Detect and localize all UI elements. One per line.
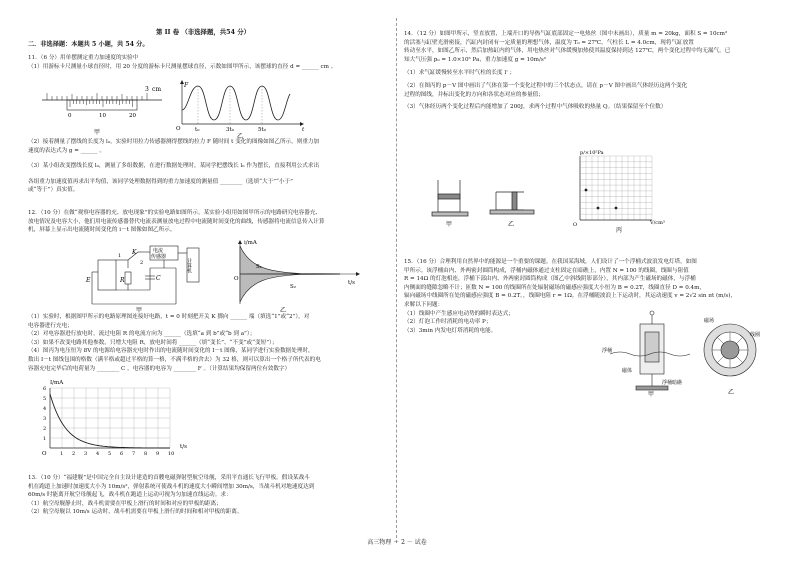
q15-line: R = 14Ω 的灯泡相连，浮桶下部由内、外两密封圆筒构成（图乙中斜线阴影部分），其内部为产生磁场的磁体，与浮桶 bbox=[404, 276, 696, 283]
state-point bbox=[615, 207, 618, 210]
area-S2: S₂ bbox=[290, 284, 296, 290]
q11-figure bbox=[42, 80, 312, 138]
axis-p: p/×10⁵Pa bbox=[580, 150, 604, 156]
origin-O: O bbox=[42, 451, 47, 457]
x-tick-label: 6 bbox=[120, 451, 124, 457]
q11-line: 11．（6 分）用单摆测定重力加速度的实验中 bbox=[28, 55, 139, 61]
buoy-cross-section bbox=[704, 324, 756, 376]
part-title: 第 II 卷 （非选择题，共54 分） bbox=[155, 28, 251, 36]
axis-V: V/cm³ bbox=[650, 220, 665, 226]
label-buoy: 浮桶 bbox=[602, 348, 613, 354]
tick-3t0: 3t₀ bbox=[226, 127, 234, 133]
y-tick-label: 5 bbox=[43, 396, 47, 402]
caliper-cm-number: 3 bbox=[145, 86, 149, 93]
label-magnet: 磁体 bbox=[622, 368, 633, 374]
question-11-continued bbox=[28, 138, 384, 195]
x-tick-label: 7 bbox=[132, 451, 136, 457]
q14-line: （3）气体经历两个变化过程后内能增加了 200J，求两个过程中气体吸收的热量 Q。（结果保留至个位数） bbox=[404, 104, 667, 111]
fig-bing-label: 丙 bbox=[616, 227, 623, 234]
origin-O: O bbox=[234, 276, 239, 282]
x-tick-label: 2 bbox=[72, 451, 76, 457]
caliper-cm-unit: cm bbox=[152, 86, 162, 93]
section-heading: 二．非选择题：本题共 5 小题，共 54 分。 bbox=[28, 41, 149, 48]
label-coil: 线圈 bbox=[750, 332, 761, 338]
q15-figure bbox=[600, 310, 772, 396]
q15-line: 甲所示。该浮桶由内、外两密封圆筒构成，浮桶内磁体通过支柱固定在暗礁上，内置 N = 100 的线圈，线圈与阻值 bbox=[404, 267, 689, 274]
cylinder-vertical bbox=[432, 180, 468, 216]
x-tick-label: 8 bbox=[144, 451, 148, 457]
label-E: E bbox=[86, 277, 91, 284]
q14-figure bbox=[430, 150, 760, 232]
vernier-10: 10 bbox=[99, 113, 106, 119]
column-divider bbox=[396, 18, 397, 543]
fig-jia-label: 甲 bbox=[136, 307, 143, 314]
q11-line: （1）用游标卡尺测量小球直径时，用 20 分度的游标卡尺测量摆球直径，示数如图甲所示，该摆球的直径 d = ______ cm 。 bbox=[28, 63, 337, 70]
x-tick-label: 4 bbox=[96, 451, 100, 457]
computer-label: 计算机 bbox=[186, 258, 192, 273]
question-14 bbox=[404, 30, 776, 112]
label-R: R bbox=[120, 277, 125, 284]
tick-5t0: 5t₀ bbox=[258, 127, 266, 133]
q12-line: 电容器进行充电； bbox=[28, 322, 73, 329]
fig-jia-label: 甲 bbox=[648, 391, 655, 398]
question-12 bbox=[28, 209, 384, 235]
caliper-vernier-ticks bbox=[70, 100, 133, 107]
pv-grid bbox=[580, 156, 652, 220]
axis-F: F bbox=[184, 82, 189, 89]
q11-line: 或“等于”）真实值。 bbox=[28, 187, 79, 194]
graph-grid bbox=[50, 388, 170, 448]
area-S1: S₁ bbox=[256, 264, 262, 270]
fig-jia-label: 甲 bbox=[446, 221, 453, 228]
cylinder-horizontal bbox=[490, 192, 534, 214]
q14-line: （2）在图丙的 p－V 图中画出了气体在第一个变化过程中的三个状态点，请在 p－V 图中画出气体经历这两个变化 bbox=[404, 82, 688, 89]
sensor-label-1: 电流 bbox=[153, 248, 164, 254]
caliper-main-ticks bbox=[47, 93, 147, 100]
label-K: K bbox=[132, 249, 137, 256]
q12-line: （4）图丙为电压恒为 8V 的电源给电容器充电时作出的电流随时间变化的 I－t 图像，某同学进行实验数据处理时， bbox=[28, 348, 314, 355]
q11-line: （3）某小组改变摆线长度 l₀，测量了多组数据，在进行数据处理时，某同学把摆线长 l₀ 作为摆长，直接利用公式求出 bbox=[28, 163, 320, 170]
q15-line: 辐向磁场中线圈所在处的磁感应强度 B = 0.2T。，线圈电阻 r = 1Ω。在浮桶随波浪上下运动时，其运动速度 v = 2√2 sin πt (m/s)， bbox=[404, 293, 737, 300]
q12-line: 放电情况及电容大小，他们用电流传感器替代电流表测量放电过程中电流随时间变化的曲线，传感器将电流信息传入计算 bbox=[28, 218, 325, 225]
axis-t: t bbox=[302, 127, 305, 133]
q12-line: 容器充电完毕后的电荷量为 ________ C ，电容器的电容为 ________ F 。（计算结果均保留两位有效数字） bbox=[28, 365, 291, 372]
q15-line: （1）线圈中产生感应电动势的瞬时表达式； bbox=[404, 310, 514, 317]
x-tick-label: 9 bbox=[156, 451, 160, 457]
fig-yi-label: 乙 bbox=[728, 389, 735, 396]
sensor-label-2: 传感器 bbox=[151, 254, 167, 260]
y-tick-label: 2 bbox=[43, 426, 47, 432]
q11-line: 各组重力加速度值再求出平均值，该同学处理数据得到的重力加速度的测量值 ________（选填“大于”“小于” bbox=[28, 178, 293, 185]
q12-line: （2）对电容器进行放电时，流过电阻 R 的电流方向为 ______（选填“a 到 b”或“b 到 a”）； bbox=[28, 331, 256, 338]
x-tick-label: 1 bbox=[60, 451, 64, 457]
origin-O: O bbox=[176, 126, 181, 132]
buoy-diagram bbox=[610, 311, 690, 390]
y-tick-label: 1 bbox=[43, 436, 47, 442]
q14-line: （1）求气缸缓慢转至水平时气柱的长度 l' ； bbox=[404, 70, 516, 77]
y-tick-label: 6 bbox=[43, 386, 47, 392]
circuit-diagram bbox=[92, 246, 199, 304]
label-field: 磁场 bbox=[704, 318, 715, 324]
question-11 bbox=[28, 54, 384, 71]
q11-line: 速度的表达式为 g = ______ 。 bbox=[28, 147, 105, 154]
axis-t: t/s bbox=[180, 444, 187, 450]
y-tick-label: 4 bbox=[43, 406, 47, 412]
state-point bbox=[597, 207, 600, 210]
force-time-graph bbox=[176, 80, 305, 140]
axis-i: i/mA bbox=[244, 240, 257, 246]
q12-it-graph bbox=[40, 378, 200, 458]
q14-line: 的活塞与缸壁光滑密接，汽缸内封闭有一定质量的理想气体，温度为 T₀ = 27℃，气柱长 L = 4.0cm，现将气缸放置 bbox=[404, 39, 694, 46]
q14-line: 14．（12 分）如图甲所示，竖直放置，上端开口的导热气缸底部固定一电热丝（图中未画出），质量 m = 20kg，面积 S = 10cm² bbox=[404, 31, 728, 37]
q15-line: （2）灯泡工作时消耗的电功率 P； bbox=[404, 319, 492, 326]
q12-line: 机，屏幕上显示出电流随时间变化的 i－t 图像如图乙所示。 bbox=[28, 227, 176, 234]
q11-line: （2）接着测量了摆线的长度为 l₀，实验时用拉力传感器测得摆线的拉力 F 随时间 t 变化的图像如图乙所示，则重力加 bbox=[28, 139, 320, 145]
q14-line: 知大气压强 p₀ = 1.0×10⁵ Pa，重力加速度 g = 10m/s² bbox=[404, 56, 546, 63]
y-tick-label: 3 bbox=[43, 416, 47, 422]
q13-line: （1）航空母舰静止时，战斗机需要在甲板上滑行的时间和对应的甲板的距离； bbox=[28, 500, 222, 507]
q15-line: （3）3min 内发电灯塔消耗的电能。 bbox=[404, 327, 497, 334]
label-1: 1 bbox=[118, 253, 122, 259]
fig-yi-label: 乙 bbox=[237, 133, 244, 140]
q12-line: 12．（10 分）在做“观察电容器的充、放电现象”的实验电路如图所示。某实验小组用如图甲所示的电路研究电容器充、 bbox=[28, 210, 322, 216]
q14-line: 过程的图线，并标出变化的方向和各状态对应的参量值； bbox=[404, 91, 544, 98]
label-C: C bbox=[156, 275, 161, 282]
q12-figure bbox=[86, 238, 360, 314]
left-column bbox=[22, 0, 384, 561]
q13-line: 60m/s 时能离开航空母舰起飞，战斗机在跑道上运动可视为匀加速直线运动。求： bbox=[28, 492, 232, 499]
question-12-continued bbox=[28, 313, 384, 373]
tick-t0: t₀ bbox=[195, 127, 200, 133]
vernier-20: 20 bbox=[129, 113, 136, 119]
page-footer: 高三物理 － 2 － 试卷 bbox=[367, 539, 427, 546]
origin-O: O bbox=[573, 222, 578, 228]
label-reef: 浮桶暗礁 bbox=[662, 380, 683, 386]
q12-line: 数出 I－t 图线包围的格数（满半格或超过半格的算一格，不满半格的舍去）为 32 格，则可以算出一个格子所代表的电 bbox=[28, 356, 321, 363]
x-tick-label: 3 bbox=[84, 451, 88, 457]
x-tick-label: 5 bbox=[108, 451, 112, 457]
axis-I: I/mA bbox=[50, 380, 64, 386]
fig-jia-label: 甲 bbox=[94, 129, 101, 136]
q15-line: 求解以下问题： bbox=[404, 301, 444, 308]
q15-line: 15．（16 分）合理利用自然界中的能源是一个重要的课题。在我国某海域，人们设计了一个浮桶式波浪发电灯塔，如图 bbox=[404, 259, 697, 265]
x-tick-label: 10 bbox=[168, 451, 175, 457]
question-13 bbox=[28, 474, 384, 517]
label-2: 2 bbox=[140, 260, 144, 266]
state-point bbox=[585, 189, 588, 192]
q13-line: 机在跑道上加速时加速度大小为 10m/s²，弹射系统可使战斗机的速度大小瞬间增加 30m/s，当战斗机对地速度达到 bbox=[28, 483, 315, 490]
q14-line: 转动至水平，如图乙所示，然后加热缸内的气体，用电热丝对气体缓慢加热使其温度保持到达 127℃，两个变化过程中均无漏气。已 bbox=[404, 48, 731, 55]
q13-line: （2）航空母舰以 10m/s 运动时，战斗机需要在甲板上滑行的时间和相对甲板的距离。 bbox=[28, 509, 243, 516]
current-time-graph bbox=[234, 240, 360, 314]
fig-yi-label: 乙 bbox=[508, 221, 515, 228]
q12-line: （3）如果不改变电路其他参数，只增大电阻 R，放电时间将 ______（填“变长”、“不变”或“变短”）； bbox=[28, 339, 278, 346]
axis-t: t/s bbox=[348, 280, 355, 286]
vernier-0: 0 bbox=[68, 113, 72, 119]
q12-line: （1）实验时，根据图甲所示的电路原理图连接好电路，t = 0 时刻把开关 K 掷向 ______ 端（填选“1”或“2”），对 bbox=[28, 314, 310, 320]
fig-yi-label: 乙 bbox=[280, 307, 287, 314]
right-column bbox=[404, 0, 776, 561]
q13-line: 13．（10 分）“福建舰”是中国完全自主设计建造的首艘电磁弹射型航空母舰，采用平直通长飞行甲板。假设某战斗 bbox=[28, 475, 310, 481]
q15-line: 内侧面的缝隙忽略不计；匝数 N = 100 的线圈所在处辐射磁场的磁感应强度大小恒为 B = 0.2T，线圈直径 D = 0.4m， bbox=[404, 284, 705, 291]
